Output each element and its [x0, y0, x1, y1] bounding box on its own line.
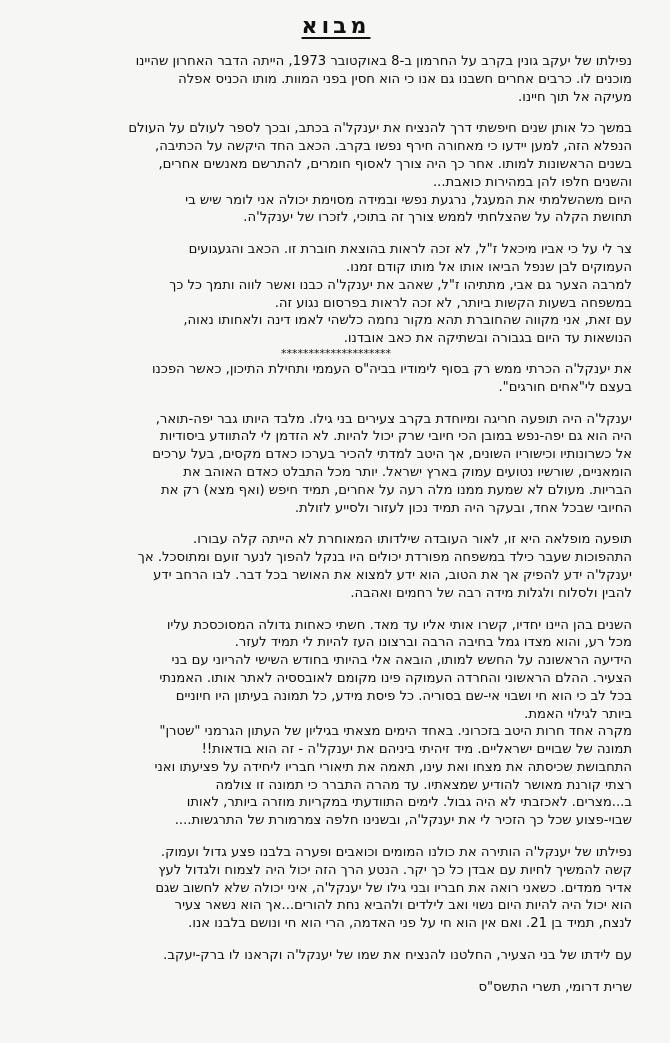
- document-body: [40, 53, 632, 965]
- text-line: לנצח, תמיד בן 21. ואם אין הוא חי על פני האדמה, הרי הוא חי ונושם בלבנו אנו.: [188, 916, 632, 932]
- text-line: נפילתו של יעקב גונין בקרב על החרמון ב-8 באוקטובר 1973, הייתה הדבר האחרון שהיינו: [135, 54, 632, 69]
- text-line: מעיקה אל תוך חיינו.: [518, 89, 632, 105]
- text-line: הבריות. מעולם לא שמעת ממנו מלה רעה על אחרים, תמיד חיפש (ואף מצא) רק את: [161, 482, 632, 498]
- text-line: במשפחה בשעות הקשות ביותר, לא זכה לראות בפרסום נגוע זה.: [274, 295, 632, 311]
- paragraph: [40, 844, 632, 933]
- text-line: שבוי-פצוע שכל כך הזכיר לי את יענקל'ה, ובשנינו חלפה צמרמורת של התרגשות....: [174, 813, 632, 829]
- text-line: הומאניים, שורשיו נטועים עמוק בארץ ישראל. יותר מכל התבלט כאדם האוהב את: [183, 464, 632, 480]
- section-divider: ********************: [281, 346, 391, 360]
- text-line: במשך כל אותן שנים חיפשתי דרך להנציח את יענקל'ה בכתב, ובכך לספר לעולם על העולם: [128, 121, 632, 137]
- text-line: מכל רע, והוא מצדו גמל בחיבה הרבה וברצונו העז להיות לי תמיד לעזר.: [234, 635, 632, 651]
- paragraph: [40, 53, 632, 106]
- text-line: החיובי שבכל אחד, ובעקר היה תמיד נכון לעזור ולסייע לזולת.: [294, 500, 632, 516]
- text-line: אדיר ממדים. כשאני רואה את חבריו ובני גילו של יענקל'ה, איני יכולה שלא לחשוב שגם: [155, 880, 632, 896]
- text-line: הנפלא הזה, למען יידעו כי מאחורה חירף נפשו בקרב. הכאב החד היקשה על הכתיבה,: [155, 139, 632, 155]
- paragraph: [40, 617, 632, 831]
- text-line: תחושת הקלה על שהצלחתי לממש צורך זה בתוכי, לזכרו של יענקל'ה.: [243, 210, 632, 226]
- text-line: היום משהשלמתי את המעגל, נרגעת נפשי ובמידה מסוימת יכולה אני לומר שיש בי: [185, 192, 632, 208]
- text-line: הנושאות עד היום בגבורה ובשתיקה את כאב אובדנו.: [343, 331, 632, 347]
- text-line: ב...מצרים. לאכזבתי לא היה גבול. לימים התוודעתי במקריות מוזרה ביותר, לאותו: [186, 795, 632, 811]
- paragraph: [40, 120, 632, 227]
- text-line: בכל לב כי הוא חי ושבוי אי-שם בסוריה. כל פיסת מידע, כל תמונה בעיתון היו חיוניים: [175, 688, 632, 704]
- paragraph: [40, 361, 632, 397]
- text-line: עם לידתו של בני הצעיר, החלטנו להנציח את שמו של יענקל'ה וקראנו לו ברק-יעקב.: [163, 948, 632, 964]
- text-line: מקרה אחד חרות היטב בזכרוני. באחד הימים מצאתי בגיליון של העתון הגרמני "שטרן": [159, 724, 632, 740]
- paragraph: [40, 411, 632, 518]
- paragraph: [40, 947, 632, 965]
- text-line: להבין ולסלוח ולגלות מידה רבה של רחמים ואהבה.: [350, 585, 632, 601]
- text-line: את יענקל'ה הכרתי ממש רק בסוף לימודיו בביה"ס העממי ותחילת התיכון, כאשר הפכנו: [151, 361, 632, 377]
- signature: שרית דרומי, תשרי התשס"ס: [478, 979, 632, 995]
- text-line: בשנים הראשונות למותו. אחר כך היה צורך לאסוף חומרים, להתרשם מאנשים אחרים,: [158, 156, 632, 172]
- text-line: למרבה הצער גם אבי, מתתיהו ז"ל, שאהב את יענקל'ה כבנו ואשר לווה ותמך כל כך: [169, 277, 632, 293]
- text-line: התחבושת שכיסתה את מצחו ואת עינו, תאמה את תיאורי חבריו ליחידה על פציעתו ואני: [154, 759, 632, 775]
- page-title: מבוא: [301, 14, 371, 39]
- text-line: בעצם לי"אחים חורגים".: [498, 379, 632, 395]
- text-line: תמונה של שבויים ישראליים. מיד זיהיתי ביניהם את יענקל'ה - זה הוא בודאות!!: [201, 742, 632, 758]
- text-line: הוא יכול היה להיות היום נשוי ואב לילדים ולהביא נחת להורים...אך הוא נשאר צעיר: [174, 898, 632, 914]
- paragraph: [40, 241, 632, 348]
- text-line: אל כשרונותיו וכישוריו השונים, אך היטב למדתי להכיר בערכו כאדם מקסים, בעל ערכים: [152, 447, 632, 463]
- text-line: יענקל'ה ידע להפיק אך את הטוב, הוא ידע למצוא את האושר בכל דבר. לבו הרחב ידע: [153, 567, 632, 583]
- text-line: עם זאת, אני מקווה שהחוברת תהא מקור נחמה כלשהי לאמו דינה ולאחותו נאוה,: [183, 313, 632, 329]
- text-line: מוכנים לו. כרבים אחרים חשבנו גם אנו כי הוא חסין בפני המוות. מותו הכניס אפלה: [178, 71, 632, 87]
- text-line: יענקל'ה היה תופעה חריגה ומיוחדת בקרב צעירים בני גילו. מלבד היותו גבר יפה-תואר,: [155, 411, 632, 427]
- paragraph: [40, 531, 632, 602]
- text-line: התהפוכות שעבר כילד במשפחה מפורדת יכולים היו בנקל להפוך לנער זועם ומתוסכל. אך: [137, 550, 632, 566]
- text-line: תופעה מופלאה היא זו, לאור העובדה שילדותו המאוחרת לא הייתה קלה עבורו.: [193, 532, 632, 548]
- text-line: ביותר לגילוי האמת.: [524, 706, 632, 722]
- text-line: העמוקים לבן שנפל הביאו אותו אל מותו קודם זמנו.: [346, 259, 632, 275]
- text-line: והשנים חלפו להן במהירות כואבת...: [432, 174, 632, 190]
- text-line: הצעיר. ההלם הראשוני והחרדה העמוקה פינו מקומם לאובססיה לאתר אותו. האמנתי: [159, 670, 632, 686]
- text-line: נפילתו של יענקל'ה הותירה את כולנו המומים וכואבים ופערה בלבנו פצע גדול ועמוק.: [160, 845, 632, 861]
- text-line: רצתי קורנת מאושר להודיע שמצאתיו. עד מהרה התברר כי תמונה זו צולמה: [215, 777, 632, 793]
- text-line: השנים בהן היינו יחדיו, קשרו אותי אליו עד מאד. חשתי כאחות גדולה המסוכסכת עליו: [166, 617, 632, 633]
- text-line: קשה להמשיך לחיות עם אבדן כל כך יקר. הנטע הרך הזה יכול היה לצמוח ולגדול לעץ: [158, 862, 632, 878]
- text-line: צר לי על כי אביו מיכאל ז"ל, לא זכה לראות בהוצאת חוברת זו. הכאב והגעגועים: [188, 242, 632, 258]
- text-line: היה הוא גם יפה-נפש במובן הכי חיובי שרק יכול להיות. לא הזדמן לי להתוודע ביסודיות: [159, 429, 632, 445]
- text-line: הידיעה הראשונה על החשש למותו, הובאה אלי בהיותי בחודש השישי להריוני עם בני: [171, 653, 632, 669]
